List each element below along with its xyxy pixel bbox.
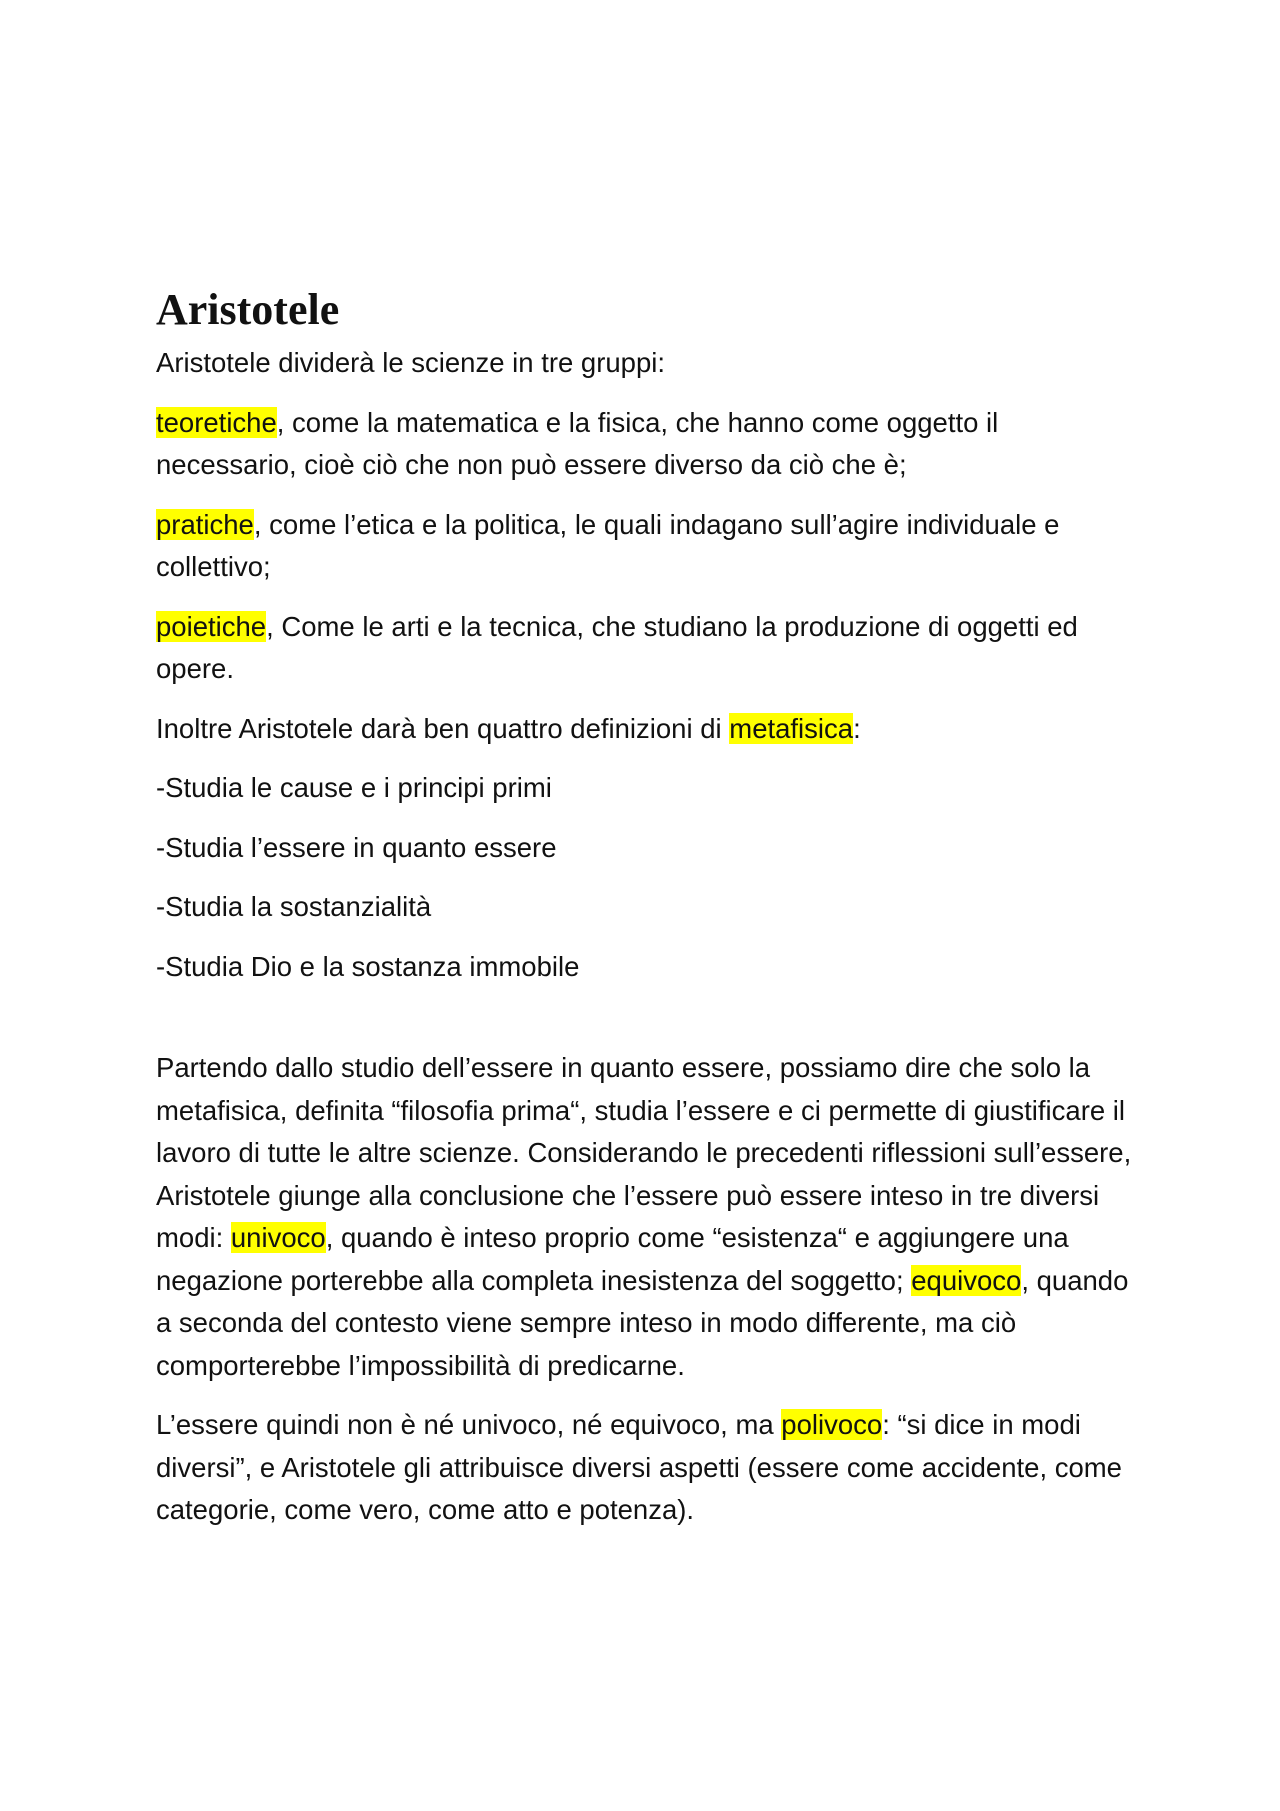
group-teoretiche — [156, 402, 1136, 487]
paragraph-text: L’essere quindi non è né univoco, né equivoco, ma — [156, 1409, 782, 1440]
group-pratiche — [156, 504, 1136, 589]
document-title: Aristotele — [156, 285, 340, 334]
highlight-term: metafisica — [729, 712, 854, 744]
group-poietiche — [156, 606, 1136, 691]
highlight-term: poietiche — [156, 610, 267, 642]
metafisica-intro-after: : — [853, 712, 861, 744]
intro-paragraph: Aristotele dividerà le scienze in tre gruppi: — [156, 347, 666, 378]
highlight-term: equivoco — [911, 1264, 1022, 1296]
blank-line — [156, 1005, 1136, 1047]
definition-item: -Studia Dio e la sostanza immobile — [156, 950, 580, 982]
paragraph-text: , quando è inteso proprio come “esistenza“ e aggiungere una negazione porterebbe alla completa inesistenza del soggetto; — [156, 1222, 1069, 1296]
group-text: , come la matematica e la fisica, che hanno come oggetto il necessario, cioè ciò che non può essere diverso da ciò che è; — [156, 406, 999, 480]
group-text: , come l’etica e la politica, le quali indagano sull’agire individuale e collettivo; — [156, 508, 1060, 582]
definition-item: -Studia l’essere in quanto essere — [156, 831, 557, 863]
highlight-term: pratiche — [156, 508, 254, 540]
group-text: , Come le arti e la tecnica, che studiano la produzione di oggetti ed opere. — [156, 610, 1078, 684]
metafisica-intro — [156, 708, 1136, 751]
paragraph-text: , quando a seconda del contesto viene sempre inteso in modo differente, ma ciò comporterebbe l’impossibilità di predicarne. — [156, 1264, 1129, 1381]
definition-item: -Studia la sostanzialità — [156, 891, 432, 922]
paragraph-text: Partendo dallo studio dell’essere in quanto essere, possiamo dire che solo la metafisica, definita “filosofia prima“, studia l’essere e ci permette di giustificare il lavoro di tutte le altre scienze. Considerando le precedenti riflessioni sull’essere, Aristotele giunge alla conclusione che l’essere può essere inteso in tre diversi modi: — [156, 1052, 1132, 1253]
document-page — [156, 282, 1136, 1549]
definition-item: -Studia le cause e i principi primi — [156, 772, 552, 803]
metafisica-intro-before: Inoltre Aristotele darà ben quattro definizioni di — [156, 712, 730, 744]
essere-paragraph — [156, 1047, 1136, 1387]
highlight-term: teoretiche — [156, 406, 277, 438]
paragraph-text: : “si dice in modi diversi”, e Aristotele gli attribuisce diversi aspetti (essere come accidente, come categorie, come vero, come atto e potenza). — [156, 1409, 1122, 1525]
highlight-term: polivoco — [781, 1409, 883, 1440]
polivoco-paragraph — [156, 1404, 1136, 1532]
highlight-term: univoco — [230, 1222, 326, 1253]
